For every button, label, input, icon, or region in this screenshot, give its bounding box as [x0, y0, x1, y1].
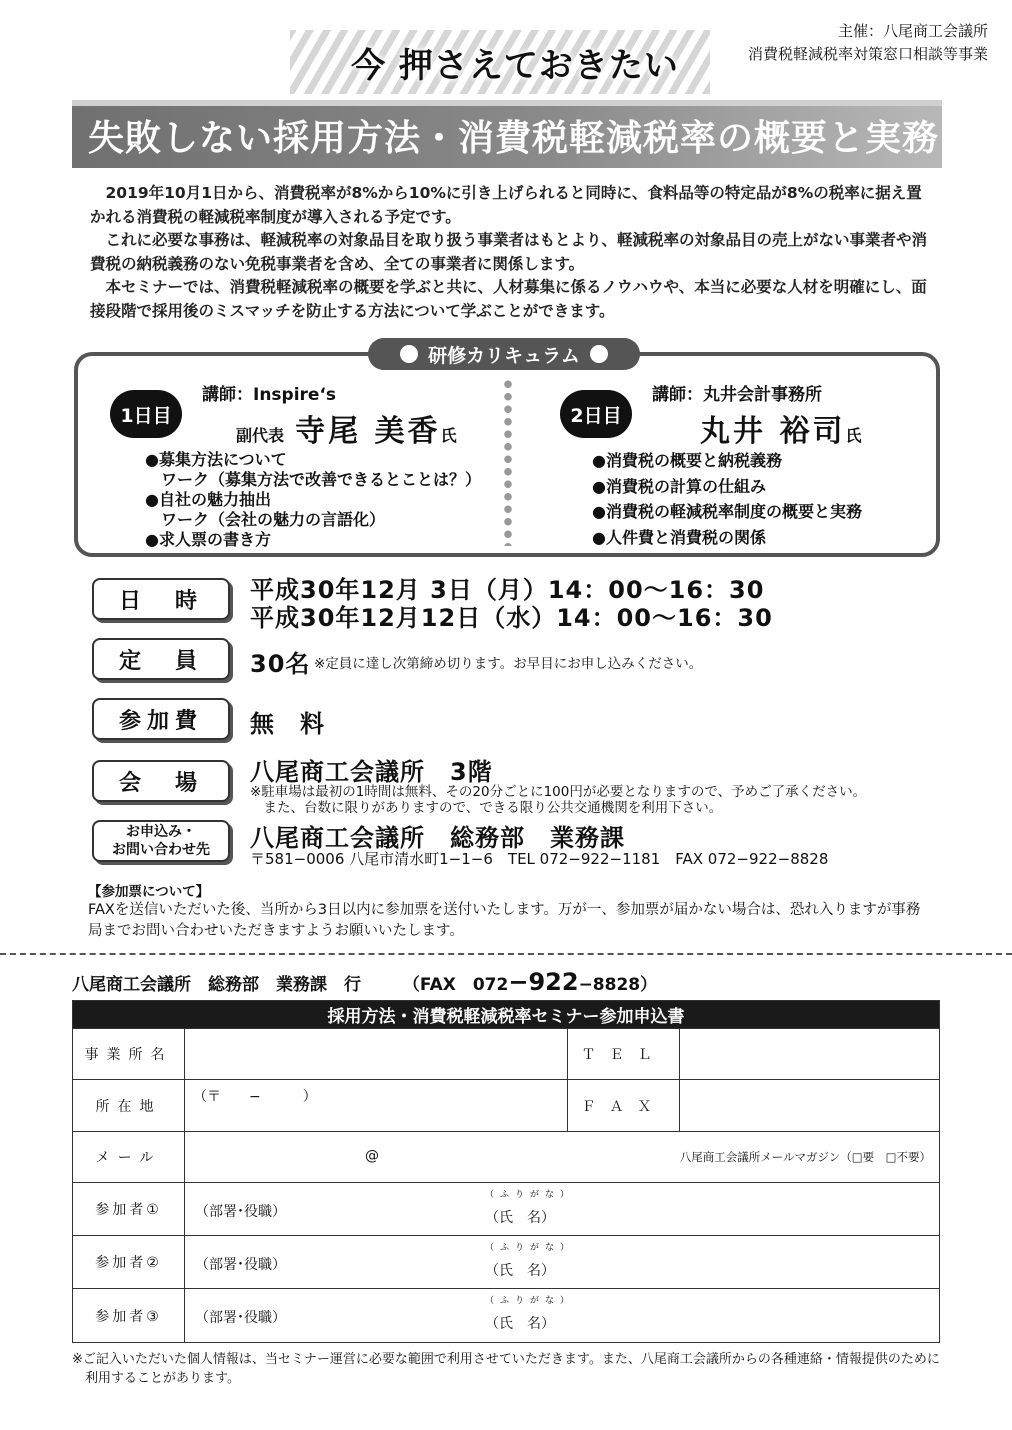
list-item: ●消費税の軽減税率制度の概要と実務	[592, 502, 862, 521]
list-item: ●消費税の概要と納税義務	[592, 451, 782, 470]
tel-label: ＴＥＬ	[568, 1029, 680, 1080]
date-label: 日 時	[92, 578, 230, 620]
fee: 無 料	[250, 710, 325, 738]
venue-note-2: また、台数に限りがありますので、できる限り公共交通機関を利用下さい。	[250, 800, 723, 816]
intro-paragraph: 2019年10月1日から、消費税率が8%から10%に引き上げられると同時に、食料品等の特定品が8%の税率に据え置かれる消費税の軽減税率制度が導入される予定です。	[90, 184, 922, 226]
capacity-label: 定 員	[92, 638, 230, 680]
curriculum-title	[368, 338, 640, 370]
ticket-heading: 【参加票について】	[88, 884, 210, 900]
contact-address: 〒581−0006 八尾市清水町1−1−6 TEL 072−922−1181 FAX 072−922−8828	[250, 850, 829, 868]
contact-label-line: お問い合わせ先	[112, 842, 210, 858]
organizer-name: 主催：八尾商工会議所	[837, 22, 988, 40]
participant-3-label: 参加者③	[73, 1289, 185, 1343]
organizer	[748, 20, 988, 66]
intro-paragraph: 本セミナーでは、消費税軽減税率の概要を学ぶと共に、人材募集に係るノウハウや、本当に必要な人材を明確にし、面接段階で採用後のミスマッチを防止する方法について学ぶことができます。	[90, 278, 927, 320]
form-to-line	[72, 968, 657, 996]
contact-label	[92, 820, 230, 862]
day2-name: 丸井 裕司	[700, 414, 846, 449]
magazine-option[interactable]: 八尾商工会議所メールマガジン（□要 □不要）	[679, 1150, 931, 1164]
day2-badge: 2日目	[560, 390, 632, 438]
day1-lecturer-label: 講師：Inspire‘s	[202, 385, 337, 405]
list-item: ワーク（募集方法で改善できるとことは？）	[145, 470, 482, 489]
day2-items	[592, 448, 862, 550]
list-item: ●募集方法について	[145, 450, 287, 469]
fax-field[interactable]	[680, 1080, 940, 1132]
capacity: 30名	[250, 650, 311, 678]
privacy-line: ※ご記入いただいた個人情報は、当セミナー運営に必要な範囲で利用させていただきます。また、八尾商工会議所からの各種連絡・情報提供のために	[72, 1352, 940, 1367]
curriculum-title-text: 研修カリキュラム	[428, 344, 580, 367]
form-fax-mid: −922	[508, 968, 579, 996]
privacy-line: 利用することがあります。	[72, 1371, 240, 1386]
list-item: ●人件費と消費税の関係	[592, 527, 766, 547]
participant-dept: （部署･役職）	[195, 1257, 286, 1273]
tel-field[interactable]	[680, 1029, 940, 1080]
list-item: ●自社の魅力抽出	[145, 490, 271, 509]
day1-badge: 1日目	[110, 390, 182, 438]
address-label: 所在地	[73, 1080, 185, 1132]
participant-1-label: 参加者①	[73, 1183, 185, 1236]
form-recipient: 八尾商工会議所 総務部 業務課 行	[72, 975, 361, 995]
ticket-text: FAXを送信いただいた後、当所から3日以内に参加票を送付いたします。万が一、参加票が届かない場合は、恐れ入りますが事務局までお問い合わせいただきますようお願いいたします。	[88, 902, 921, 939]
venue-note-1: ※駐車場は最初の1時間は無料、その20分ごとに100円が必要となりますので、予めご了承ください。	[250, 784, 867, 800]
at-mark: @	[365, 1148, 379, 1164]
fax-label: ＦＡＸ	[568, 1080, 680, 1132]
day1-suffix: 氏	[440, 426, 457, 445]
participant-2-label: 参加者②	[73, 1236, 185, 1289]
intro-paragraph: これに必要な事務は、軽減税率の対象品目を取り扱う事業者はもとより、軽減税率の対象品目の売上がない事業者や消費税の納税義務のない免税事業者を含め、全ての事業者に関係します。	[90, 231, 928, 273]
day1-role: 副代表	[236, 426, 285, 445]
page-title: 失敗しない採用方法・消費税軽減税率の概要と実務	[88, 118, 940, 159]
pre-title: 今 押さえておきたい	[351, 46, 679, 86]
venue-label: 会 場	[92, 760, 230, 802]
day1-name: 寺尾 美香	[295, 414, 441, 449]
day1-lecturer	[236, 406, 457, 450]
participant-dept: （部署･役職）	[195, 1310, 286, 1326]
privacy-note	[72, 1350, 952, 1388]
participant-2-field[interactable]	[185, 1236, 940, 1289]
mail-field[interactable]	[185, 1132, 940, 1183]
list-item: ワーク（会社の魅力の言語化）	[145, 510, 386, 529]
participant-dept: （部署･役職）	[195, 1204, 286, 1220]
zip-placeholder: （〒 − ）	[193, 1089, 317, 1105]
venue: 八尾商工会議所 3階	[250, 758, 493, 786]
address-field[interactable]	[185, 1080, 568, 1132]
participant-1-field[interactable]	[185, 1183, 940, 1236]
participant-name: （氏 名）	[485, 1316, 555, 1332]
list-item: ●求人票の書き方	[145, 530, 271, 549]
day2-lecturer	[700, 406, 861, 450]
participant-name: （氏 名）	[485, 1263, 555, 1279]
day2-suffix: 氏	[845, 426, 862, 445]
contact: 八尾商工会議所 総務部 業務課	[250, 824, 625, 852]
participant-name: （氏 名）	[485, 1210, 555, 1226]
fee-label: 参加費	[92, 698, 230, 740]
mail-label: メール	[73, 1132, 185, 1183]
list-item: ●消費税の計算の仕組み	[592, 476, 766, 496]
date-2: 平成30年12月12日（水）14：00〜16：30	[250, 604, 773, 632]
form-fax-suffix: −8828）	[578, 975, 658, 995]
participant-furigana: （ふりがな）	[485, 1296, 576, 1306]
dot-icon	[400, 345, 418, 363]
divider-dots	[503, 378, 513, 546]
capacity-note: ※定員に達し次第締め切ります。お早目にお申し込みください。	[314, 656, 703, 672]
participant-furigana: （ふりがな）	[485, 1243, 576, 1253]
organizer-project: 消費税軽減税率対策窓口相談等事業	[747, 45, 988, 63]
contact-label-line: お申込み・	[126, 824, 196, 840]
intro-text	[90, 182, 936, 323]
form-heading: 採用方法・消費税軽減税率セミナー参加申込書	[73, 1001, 940, 1029]
form-fax-prefix: （FAX 072	[402, 975, 509, 995]
day2-lecturer-label: 講師：丸井会計事務所	[652, 385, 822, 405]
company-label: 事業所名	[73, 1029, 185, 1080]
cut-line	[0, 953, 1012, 955]
dot-icon	[590, 345, 608, 363]
participant-furigana: （ふりがな）	[485, 1190, 576, 1200]
application-form	[72, 1000, 940, 1343]
participant-3-field[interactable]	[185, 1289, 940, 1343]
day1-items	[145, 450, 481, 550]
date-1: 平成30年12月 3日（月）14：00〜16：30	[250, 576, 765, 604]
company-field[interactable]	[185, 1029, 568, 1080]
